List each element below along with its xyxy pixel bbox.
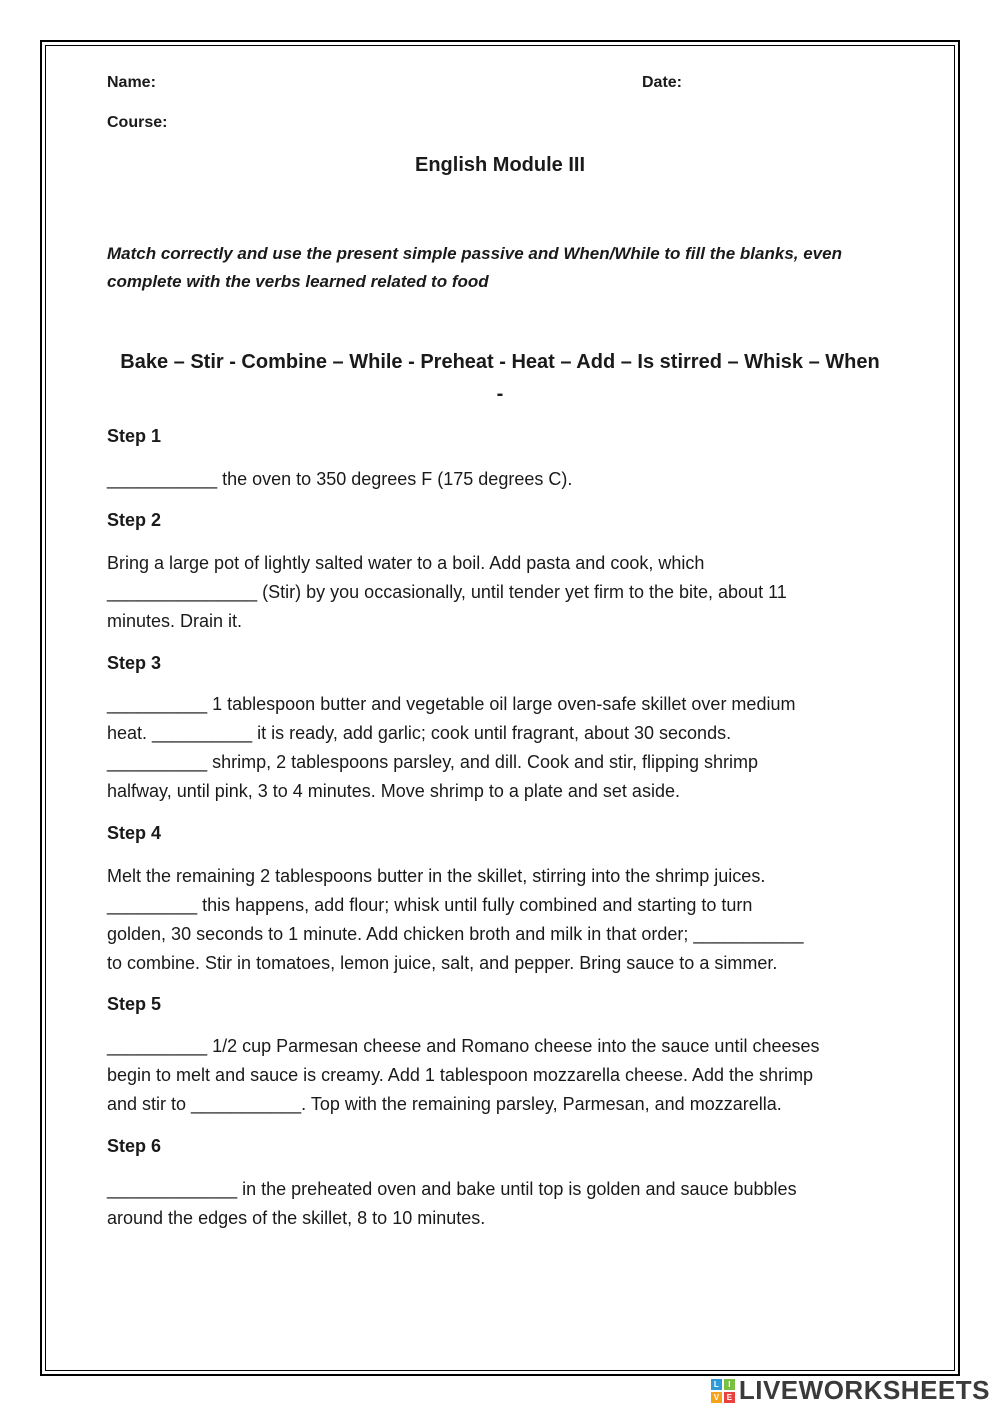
step-6-text [107, 1175, 907, 1233]
instructions [107, 240, 897, 296]
brand-name: LIVEWORKSHEETS [738, 1375, 990, 1405]
step-5-heading: Step 5 [107, 994, 162, 1014]
logo-tile: I [724, 1379, 735, 1390]
step-1-heading: Step 1 [107, 426, 162, 446]
step-line: _________ this happens, add flour; whisk until fully combined and starting to turn [107, 895, 753, 915]
step-1-text [107, 465, 907, 494]
step-line: Melt the remaining 2 tablespoons butter in the skillet, stirring into the shrimp juices. [107, 866, 766, 886]
word-bank-line: - [496, 383, 504, 405]
step-line: Bring a large pot of lightly salted water to a boil. Add pasta and cook, which [107, 553, 705, 573]
step-2-text [107, 549, 907, 636]
step-line: _____________ in the preheated oven and bake until top is golden and sauce bubbles [107, 1179, 797, 1199]
name-label: Name: [107, 74, 156, 91]
step-3-text [107, 690, 907, 806]
step-5-text [107, 1032, 907, 1119]
step-line: __________ 1/2 cup Parmesan cheese and Romano cheese into the sauce until cheeses [107, 1036, 820, 1056]
word-bank [100, 346, 900, 410]
liveworksheets-logo[interactable] [711, 1375, 990, 1406]
step-line: halfway, until pink, 3 to 4 minutes. Move shrimp to a plate and set aside. [107, 781, 680, 801]
logo-tile: V [711, 1392, 722, 1403]
step-6-heading: Step 6 [107, 1136, 162, 1156]
instructions-line: Match correctly and use the present simple passive and When/While to fill the blanks, even [107, 244, 842, 263]
step-line: and stir to ___________. Top with the remaining parsley, Parmesan, and mozzarella. [107, 1094, 782, 1114]
date-label: Date: [642, 74, 683, 91]
instructions-line: complete with the verbs learned related to food [107, 272, 489, 291]
step-3-heading: Step 3 [107, 653, 162, 673]
step-line: heat. __________ it is ready, add garlic; cook until fragrant, about 30 seconds. [107, 723, 732, 743]
page-title: English Module III [415, 154, 585, 176]
step-line: __________ 1 tablespoon butter and vegetable oil large oven-safe skillet over medium [107, 694, 796, 714]
step-line: __________ shrimp, 2 tablespoons parsley, and dill. Cook and stir, flipping shrimp [107, 752, 759, 772]
step-2-heading: Step 2 [107, 510, 162, 530]
step-4-heading: Step 4 [107, 823, 162, 843]
step-line: around the edges of the skillet, 8 to 10 minutes. [107, 1208, 486, 1228]
step-line: _______________ (Stir) by you occasionally, until tender yet firm to the bite, about 11 [107, 582, 787, 602]
step-line: minutes. Drain it. [107, 611, 243, 631]
logo-icon [711, 1379, 735, 1403]
logo-tile: E [724, 1392, 735, 1403]
logo-tile: L [711, 1379, 722, 1390]
word-bank-line: Bake – Stir - Combine – While - Preheat - Heat – Add – Is stirred – Whisk – When [120, 351, 880, 373]
step-line: begin to melt and sauce is creamy. Add 1 tablespoon mozzarella cheese. Add the shrimp [107, 1065, 814, 1085]
step-line: golden, 30 seconds to 1 minute. Add chicken broth and milk in that order; ___________ [107, 924, 804, 944]
step-line: to combine. Stir in tomatoes, lemon juice, salt, and pepper. Bring sauce to a simmer. [107, 953, 778, 973]
step-4-text [107, 862, 907, 978]
step-line: ___________ the oven to 350 degrees F (175 degrees C). [107, 469, 573, 489]
course-label: Course: [107, 114, 168, 131]
